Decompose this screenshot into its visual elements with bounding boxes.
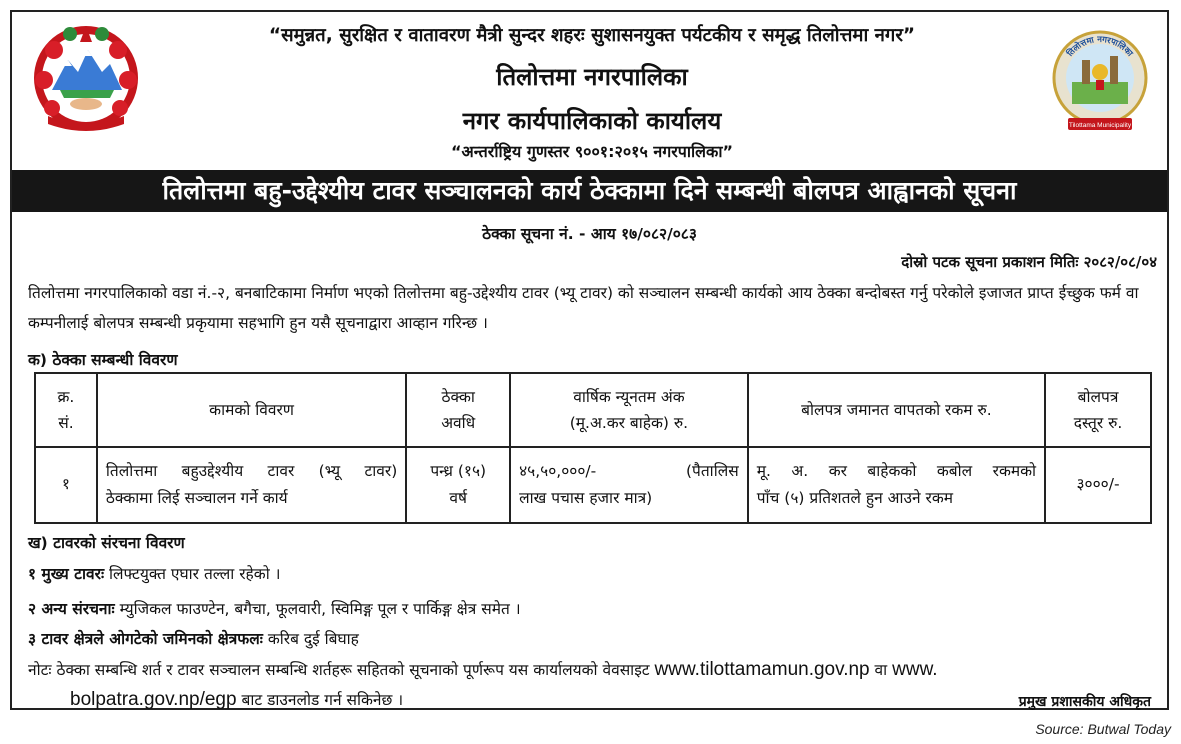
intro-paragraph: तिलोत्तमा नगरपालिकाको वडा नं.-२, बनबाटिकामा निर्माण भएको तिलोत्तमा बहु-उद्देश्यीय टावर (भ्यू टावर) को सञ्चालन सम्बन्धी कार्यको आय ठेक्का बन्दोबस्त गर्नु परेकोले इजाजत प्राप्त ईच्छुक फर्म वा कम्पनीलाई बोलपत्र सम्बन्धी प्रकृयामा सहभागि हुन यसै सूचनाद्वारा आव्हान गरिन्छ । — [28, 284, 1139, 332]
signer-title: प्रमुख प्रशासकीय अधिकृत — [1018, 694, 1151, 710]
row-minimum-amount: ४५,५०,०००/- (पैतालिस लाख पचास हजार मात्र) — [510, 447, 748, 523]
row-description: तिलोत्तमा बहुउद्देश्यीय टावर (भ्यू टावर) ठेक्कामा लिई सञ्चालन गर्ने कार्य — [97, 447, 406, 523]
tilottama-municipality-logo-icon — [1052, 26, 1148, 136]
notice-frame — [10, 10, 1169, 710]
note-line-2: bolpatra.gov.np/egp बाट डाउनलोड गर्न सकिनेछ । — [70, 689, 404, 710]
structure-item-other: २ अन्य संरचनाः म्युजिकल फाउण्टेन, बगैचा, फूलवारी, स्विमिङ्ग पूल र पार्किङ्ग क्षेत्र समेत । — [28, 600, 521, 618]
contract-details-table — [34, 372, 1152, 524]
office-name: नगर कार्यपालिकाको कार्यालय — [462, 107, 722, 135]
right-emblem-ring-text: तिलोत्तमा नगरपालिका — [1065, 34, 1135, 59]
header-bid-bond: बोलपत्र जमानत वापतको रकम रु. — [748, 373, 1045, 447]
nepal-government-emblem-icon — [30, 20, 142, 136]
iso-certification: “अन्तर्राष्ट्रिय गुणस्तर ९००१:२०१५ नगरपालिका” — [451, 142, 733, 161]
header-serial: क्र. सं. — [35, 373, 97, 447]
header-description: कामको विवरण — [97, 373, 406, 447]
row-serial: १ — [35, 447, 97, 523]
header-duration: ठेक्का अवधि — [406, 373, 510, 447]
bolpatra-link[interactable]: bolpatra.gov.np/egp — [70, 689, 237, 710]
right-emblem-ribbon-text: Tilottama Municipality — [1068, 122, 1132, 129]
notice-number: ठेक्का सूचना नं. - आय १७/०८२/०८३ — [482, 225, 697, 243]
note-line-1: नोटः ठेक्का सम्बन्धि शर्त र टावर सञ्चालन सम्बन्धि शर्तहरू सहितको सूचनाको पूर्णरूप यस कार्यालयको वेवसाइट www.tilottamamun.gov.np वा www. — [28, 659, 938, 680]
website-link[interactable]: www.tilottamamun.gov.np — [654, 659, 870, 680]
row-bid-bond: मू. अ. कर बाहेकको कबोल रकमको पाँच (५) प्रतिशतले हुन आउने रकम — [748, 447, 1045, 523]
publish-date: दोस्रो पटक सूचना प्रकाशन मितिः २०८२/०८/०४ — [901, 253, 1157, 271]
table-header-row — [35, 373, 1151, 447]
slogan: “समुन्नत, सुरक्षित र वातावरण मैत्री सुन्दर शहरः सुशासनयुक्त पर्यटकीय र समृद्ध तिलोत्तमा नगर” — [268, 25, 916, 46]
row-duration: पन्ध्र (१५) वर्ष — [406, 447, 510, 523]
municipality-name: तिलोत्तमा नगरपालिका — [496, 63, 688, 91]
header-bid-fee: बोलपत्र दस्तूर रु. — [1045, 373, 1151, 447]
header-minimum-amount: वार्षिक न्यूनतम अंक (मू.अ.कर बाहेक) रु. — [510, 373, 748, 447]
source-credit: Source: Butwal Today — [1035, 721, 1171, 737]
row-bid-fee: ३०००/- — [1045, 447, 1151, 523]
structure-item-area: ३ टावर क्षेत्रले ओगटेको जमिनको क्षेत्रफलः करिब दुई बिघाह — [28, 630, 359, 648]
section-a-heading: क) ठेक्का सम्बन्धी विवरण — [28, 351, 178, 369]
bolpatra-link-start[interactable]: www. — [892, 659, 938, 680]
table-row — [35, 447, 1151, 523]
section-b-heading: ख) टावरको संरचना विवरण — [28, 534, 185, 552]
structure-item-main-tower: १ मुख्य टावरः लिफ्टयुक्त एघार तल्ला रहेको । — [28, 565, 281, 583]
notice-title-banner: तिलोत्तमा बहु-उद्देश्यीय टावर सञ्चालनको कार्य ठेक्कामा दिने सम्बन्धी बोलपत्र आह्वानको सूचना — [12, 170, 1167, 212]
